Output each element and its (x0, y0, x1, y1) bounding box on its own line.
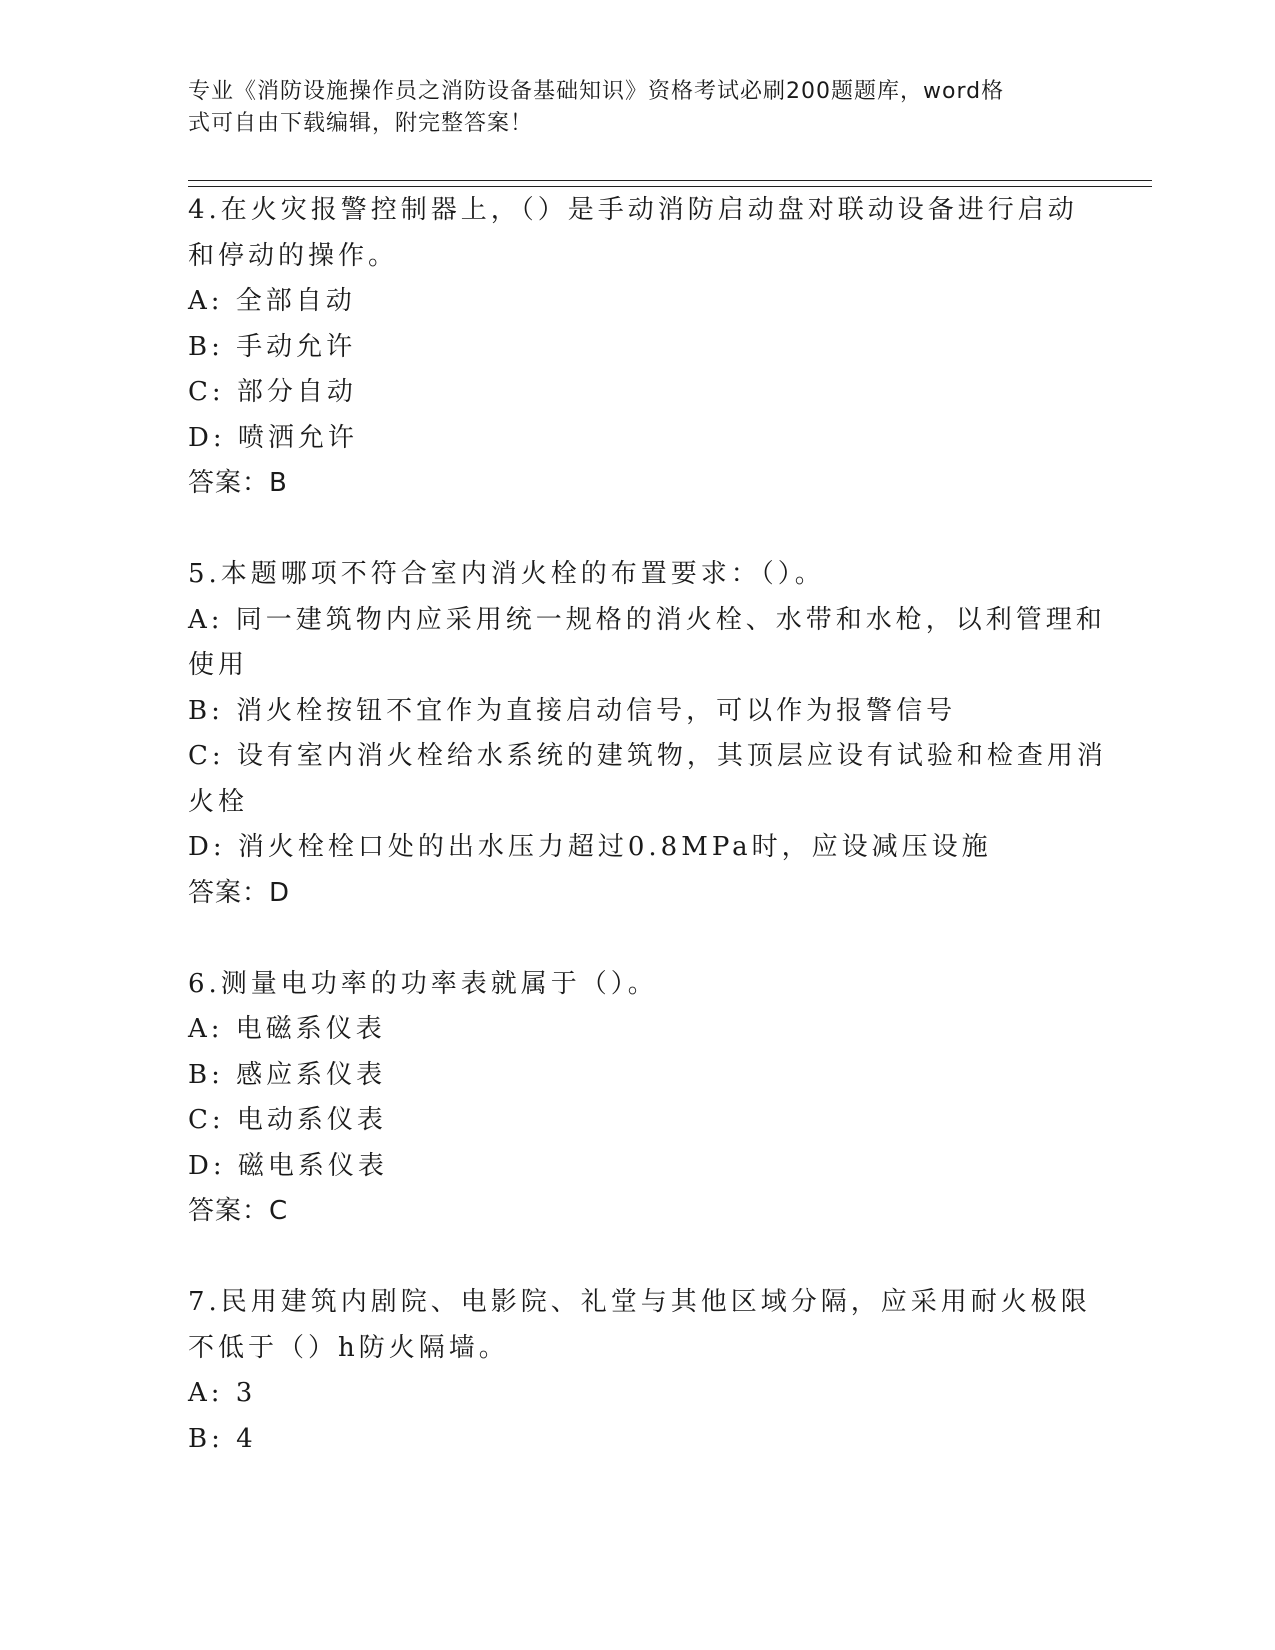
answer-option-line: A: 3 (188, 1378, 257, 1408)
question-block (188, 1280, 1091, 1462)
header-divider-top (188, 180, 1152, 181)
answer-option-line: C: 设有室内消火栓给水系统的建筑物，其顶层应设有试验和检查用消 (188, 741, 1107, 771)
question-stem-line: 7.民用建筑内剧院、电影院、礼堂与其他区域分隔，应采用耐火极限 (188, 1287, 1091, 1317)
question-spacer (188, 1235, 1068, 1281)
header-line-1: 专业《消防设施操作员之消防设备基础知识》资格考试必刷200题题库，word格 (188, 79, 1005, 104)
answer-option-line: B: 感应系仪表 (188, 1059, 387, 1090)
question-block (188, 188, 1078, 507)
answer-option-line: B: 消火栓按钮不宜作为直接启动信号，可以作为报警信号 (188, 695, 957, 726)
question-block (188, 552, 1107, 916)
answer-option-line: D: 消火栓栓口处的出水压力超过0.8MPa时，应设减压设施 (188, 832, 992, 862)
answer-key: 答案：C (188, 1196, 289, 1226)
answer-option-line: 火栓 (188, 786, 249, 817)
answer-option-line: B: 4 (188, 1423, 257, 1454)
answer-key: 答案：D (188, 877, 291, 908)
question-stem-line: 4.在火灾报警控制器上，（）是手动消防启动盘对联动设备进行启动 (188, 195, 1078, 225)
answer-option-line: C: 部分自动 (188, 377, 357, 407)
question-spacer (188, 916, 1068, 962)
answer-option-line: A: 电磁系仪表 (188, 1014, 386, 1044)
answer-option-line: A: 全部自动 (188, 286, 356, 316)
header-line-2: 式可自由下载编辑，附完整答案！ (188, 111, 534, 136)
question-list (188, 188, 1107, 1462)
answer-option-line: C: 电动系仪表 (188, 1105, 387, 1135)
question-stem-line: 和停动的操作。 (188, 240, 399, 271)
header-divider-bottom (188, 186, 1152, 187)
question-stem-line: 5.本题哪项不符合室内消火栓的布置要求：（）。 (188, 559, 825, 589)
answer-option-line: D: 磁电系仪表 (188, 1150, 388, 1181)
question-stem-line: 6.测量电功率的功率表就属于（）。 (188, 968, 658, 999)
answer-key: 答案：B (188, 468, 288, 498)
answer-option-line: B: 手动允许 (188, 331, 357, 362)
question-stem-line: 不低于（）h防火隔墙。 (188, 1332, 509, 1363)
document-header (188, 76, 1068, 140)
question-block (188, 962, 1068, 1235)
answer-option-line: D: 喷洒允许 (188, 422, 358, 453)
answer-option-line: 使用 (188, 650, 249, 680)
answer-option-line: A: 同一建筑物内应采用统一规格的消火栓、水带和水枪，以利管理和 (188, 604, 1106, 635)
question-spacer (188, 507, 1068, 553)
